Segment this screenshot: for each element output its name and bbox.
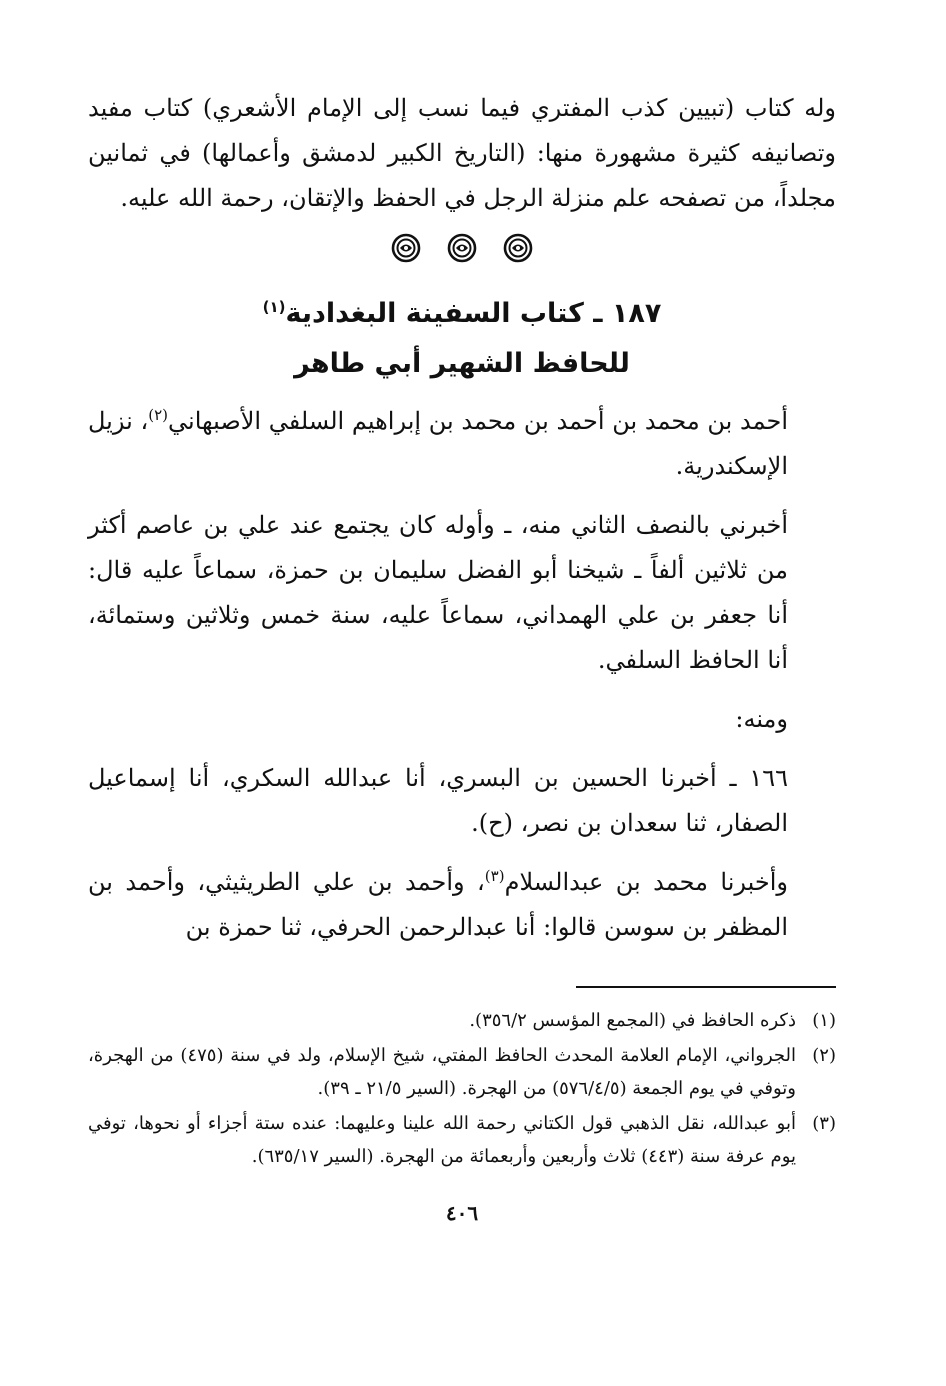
author-paragraph [88,399,836,489]
hadith-166-paragraph: ١٦٦ ـ أخبرنا الحسين بن البسري، أنا عبدالله السكري، أنا إسماعيل الصفار، ثنا سعدان بن نصر، (ح). [88,764,788,837]
footnotes [88,1004,836,1173]
section-divider-ornaments [88,233,836,263]
footnote-number: (٣) [812,1113,836,1134]
continuation-text-b: ، وأحمد بن علي الطريثيثي، وأحمد بن المظفر بن سوسن قالوا: أنا عبدالرحمن الحرفي، ثنا حمزة بن [88,868,788,941]
page-number: ٤٠٦ [445,1201,479,1225]
footnote-text: ذكره الحافظ في (المجمع المؤسس ٣٥٦/٢). [469,1010,796,1031]
footnote-marker-3[interactable]: (٣) [484,867,505,885]
footnote-text: أبو عبدالله، نقل الذهبي قول الكتاني رحمة الله علينا وعليهما: عنده ستة أجزاء أو نحوها، توفي يوم عرفة سنة (٤٤٣) ثلاث وأربعين وأربعمائة من الهجرة. (السير ٦٣٥/١٧). [88,1113,796,1167]
footnote-number: (١) [812,1010,836,1031]
footnote-text: الجرواني، الإمام العلامة المحدث الحافظ المفتي، شيخ الإسلام، ولد في سنة (٤٧٥) من الهجرة، وتوفي في يوم الجمعة (٥٧٦/٤/٥) من الهجرة. (السير ٢١/٥ ـ ٣٩). [88,1045,796,1099]
footnote-marker-2[interactable]: (٢) [148,406,169,424]
footnote-2 [88,1039,836,1105]
ornament-icon [447,233,477,263]
continuation-paragraph [88,860,836,950]
chain-paragraph: أخبرني بالنصف الثاني منه، ـ وأوله كان يجتمع عند علي بن عاصم أكثر من ثلاثين ألفاً ـ شيخنا أبو الفضل سليمان بن حمزة، سماعاً عليه قال: أنا جعفر بن علي الهمداني، سماعاً عليه، سنة خمس وثلاثين وستمائة، أنا الحافظ السلفي. [88,511,788,674]
footnote-divider [576,986,836,988]
author-residence: ، نزيل الإسكندرية. [88,407,788,480]
ornament-icon [391,233,421,263]
footnote-number: (٢) [812,1045,836,1066]
author-name: أحمد بن محمد بن أحمد بن محمد بن إبراهيم السلفي الأصبهاني [168,407,789,435]
ornament-icon [503,233,533,263]
section-subtitle: للحافظ الشهير أبي طاهر [294,348,630,379]
book-page [88,86,836,1366]
footnote-marker-1[interactable]: (١) [262,298,286,316]
intro-paragraph: وله كتاب (تبيين كذب المفتري فيما نسب إلى الإمام الأشعري) كتاب مفيد وتصانيفه كثيرة مشهورة منها: (التاريخ الكبير لدمشق وأعمالها) في ثمانين مجلداً، من تصفحه علم منزلة الرجل في الحفظ والإتقان، رحمة الله عليه. [88,94,836,212]
footnote-1 [88,1004,836,1037]
footnote-3 [88,1107,836,1173]
section-title-text: ١٨٧ ـ كتاب السفينة البغدادية [285,298,662,329]
section-title [88,289,836,339]
continuation-text-a: وأخبرنا محمد بن عبدالسلام [504,868,788,896]
minhu-line: ومنه: [735,705,788,733]
